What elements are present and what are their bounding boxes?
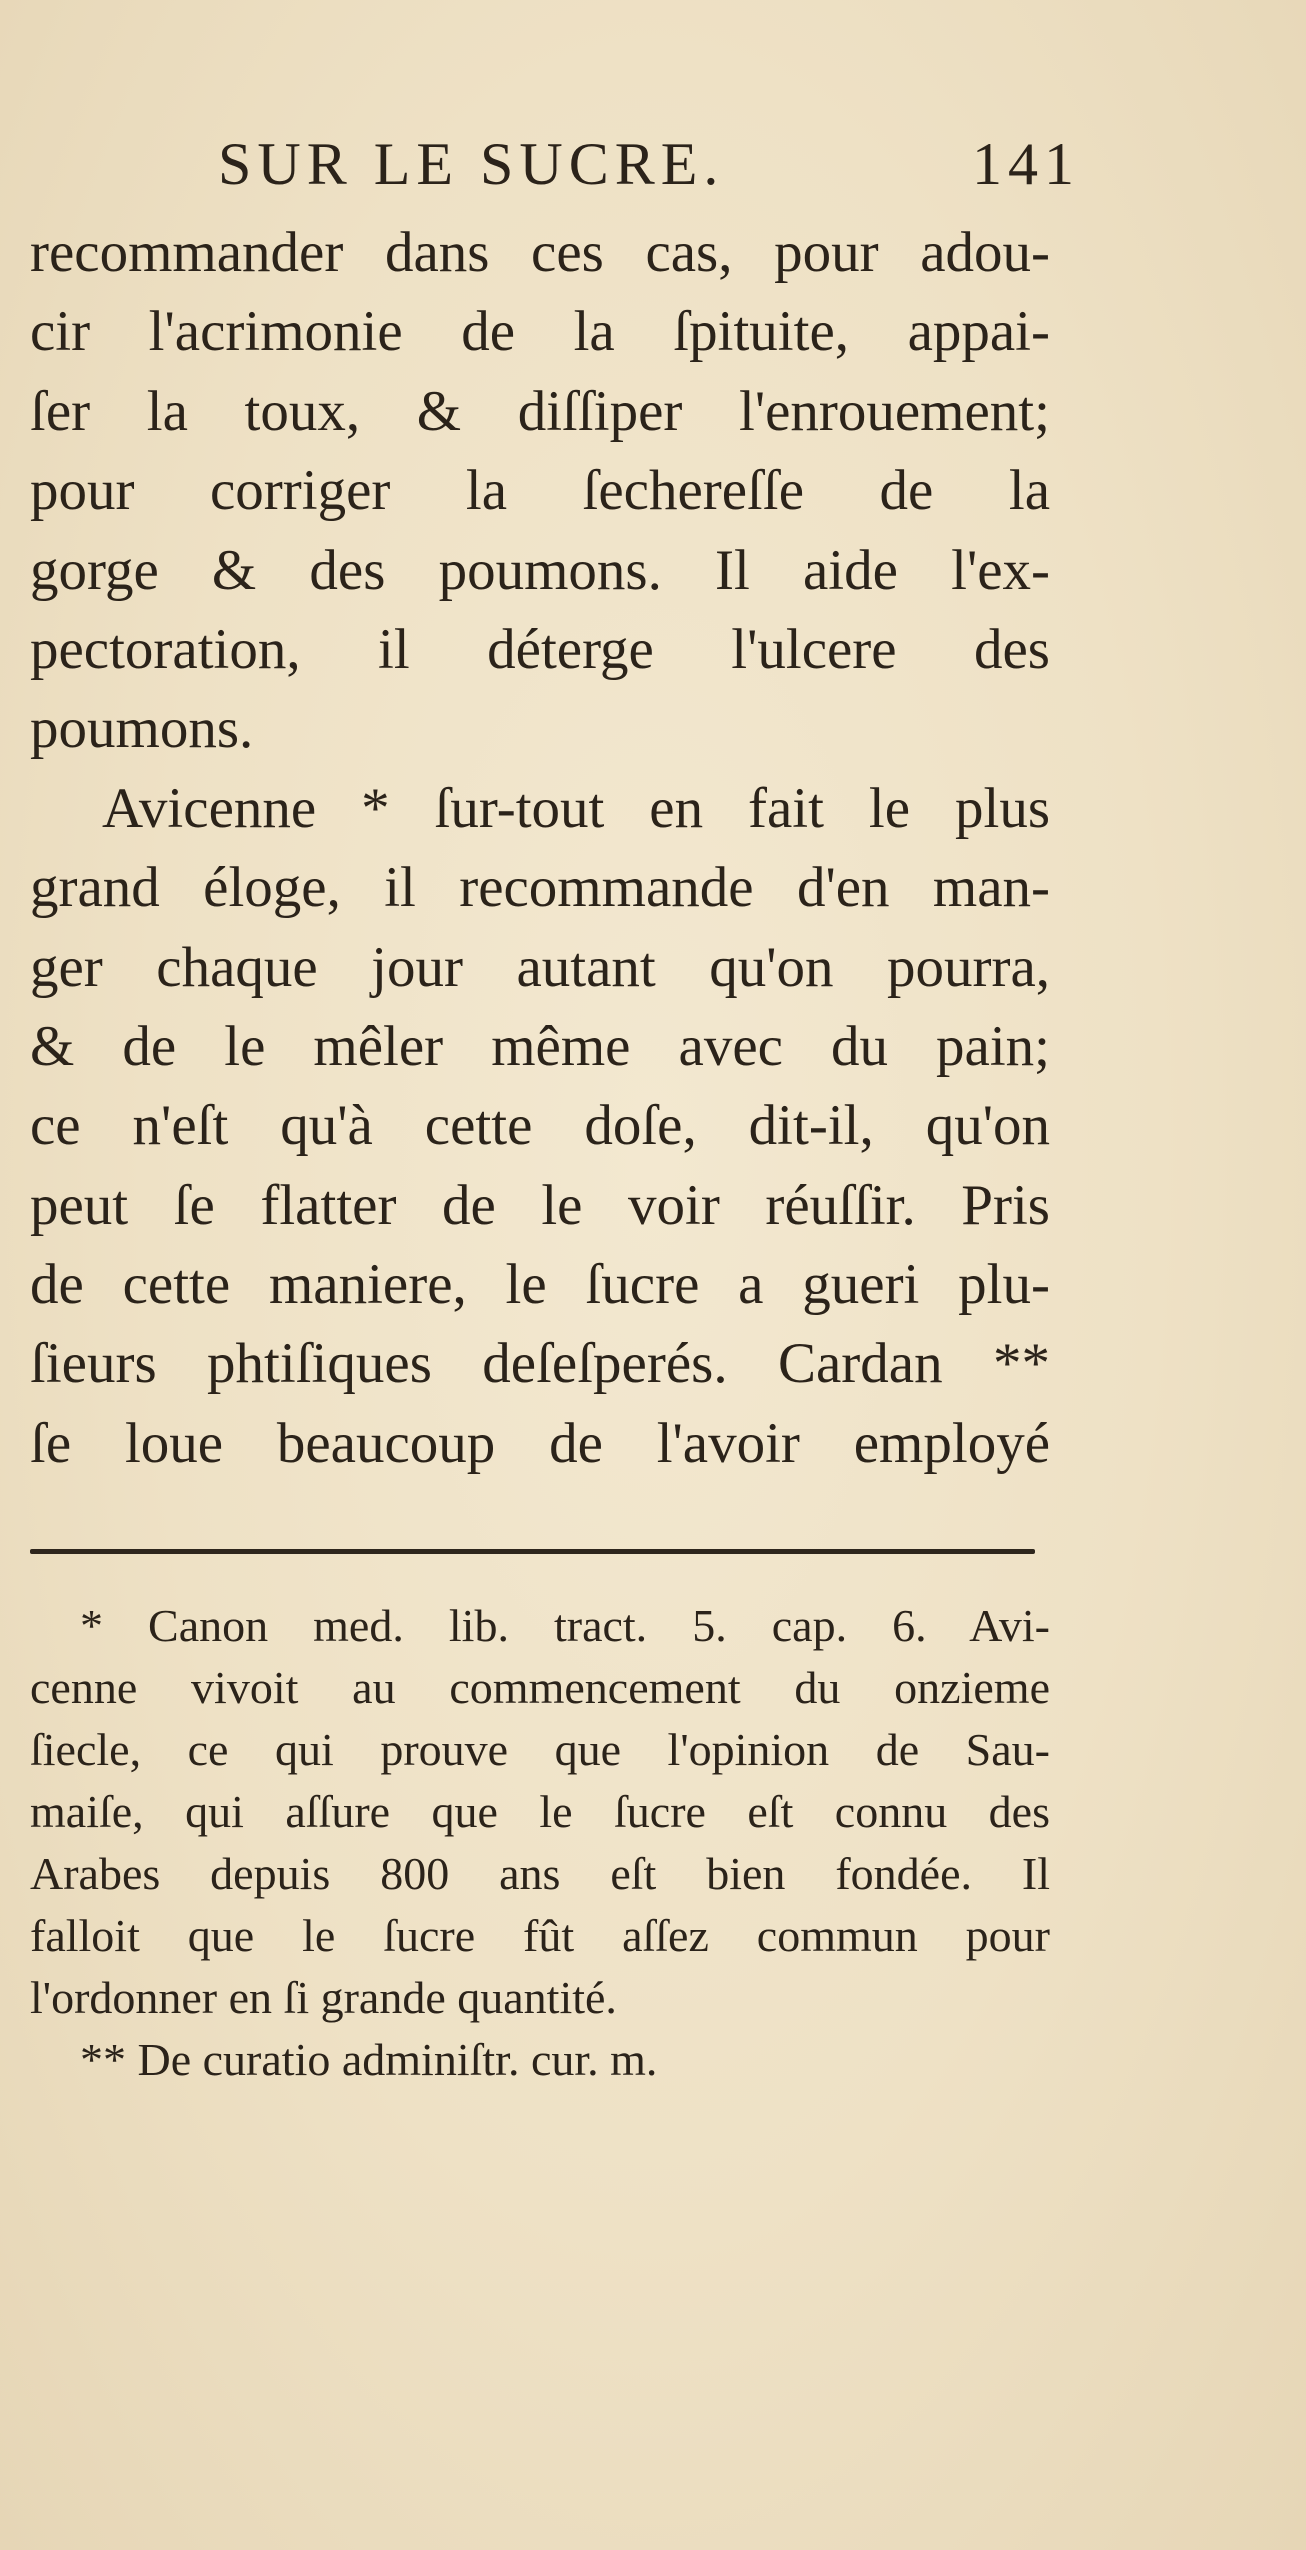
footnote-line: maiſe, qui aſſure que le ſucre eſt connu des: [30, 1786, 1050, 1837]
running-head: [200, 130, 1080, 210]
footnote-line: * Canon med. lib. tract. 5. cap. 6. Avi-: [80, 1600, 1050, 1651]
text-line: Avicenne * ſur-tout en fait le plus: [102, 776, 1050, 840]
text-line: ſe loue beaucoup de l'avoir employé: [30, 1411, 1050, 1475]
text-line: grand éloge, il recommande d'en man-: [30, 856, 1050, 920]
running-head-title: SUR LE SUCRE.: [218, 131, 725, 197]
footnote-line: Arabes depuis 800 ans eſt bien fondée. Il: [30, 1848, 1050, 1899]
text-line: & de le mêler même avec du pain;: [30, 1014, 1050, 1078]
text-line: ſieurs phtiſiques deſeſperés. Cardan **: [30, 1332, 1050, 1396]
text-line: ce n'eſt qu'à cette doſe, dit-il, qu'on: [30, 1094, 1050, 1158]
footnote-line: falloit que le ſucre fût aſſez commun pour: [30, 1910, 1050, 1961]
text-line: pour corriger la ſechereſſe de la: [30, 459, 1050, 523]
text-line: gorge & des poumons. Il aide l'ex-: [30, 538, 1050, 602]
footnote-divider: [30, 1549, 1035, 1554]
page-number: 141: [972, 131, 1080, 197]
text-line: peut ſe flatter de le voir réuſſir. Pris: [30, 1173, 1050, 1237]
text-line: cir l'acrimonie de la ſpituite, appai-: [30, 300, 1050, 364]
text-line: ger chaque jour autant qu'on pourra,: [30, 935, 1050, 999]
text-line: de cette maniere, le ſucre a gueri plu-: [30, 1253, 1050, 1317]
text-line: poumons.: [30, 697, 254, 761]
footnote-line: ſiecle, ce qui prouve que l'opinion de Sau-: [30, 1724, 1050, 1775]
text-line: ſer la toux, & diſſiper l'enrouement;: [30, 379, 1050, 443]
body-text: [30, 213, 1050, 1483]
footnote-line: l'ordonner en ſi grande quantité.: [30, 1972, 617, 2023]
footnote-line: ** De curatio adminiſtr. cur. m.: [80, 2034, 658, 2085]
text-line: pectoration, il déterge l'ulcere des: [30, 617, 1050, 681]
footnote-line: cenne vivoit au commencement du onzieme: [30, 1662, 1050, 1713]
text-line: recommander dans ces cas, pour adou-: [30, 221, 1050, 284]
footnotes: [30, 1595, 1050, 2091]
